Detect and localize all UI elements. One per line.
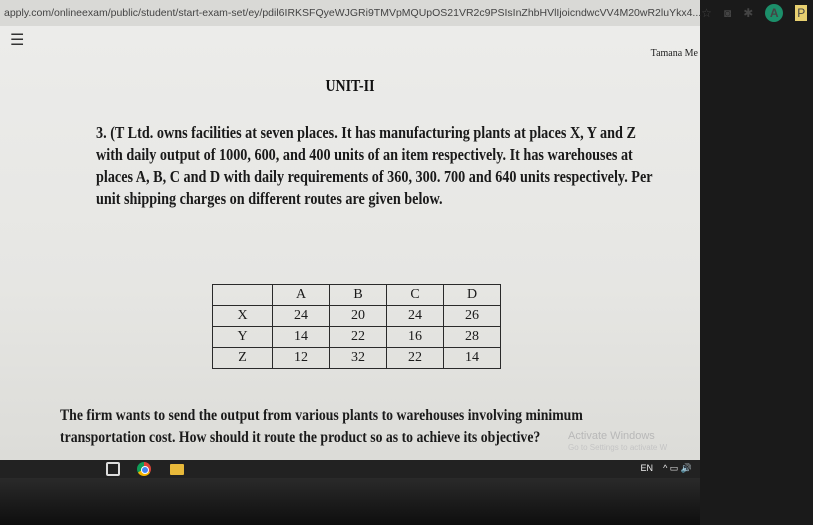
question-line: 3. (T Ltd. owns facilities at seven places. It has manufacturing plants at places X, Y and Z xyxy=(96,123,636,142)
column-header: D xyxy=(444,285,501,306)
screenshot-icon[interactable]: ◙ xyxy=(723,6,732,20)
system-tray xyxy=(641,463,692,474)
activate-windows-watermark xyxy=(568,430,667,454)
table-cell: 20 xyxy=(330,306,387,327)
table-row xyxy=(213,348,501,369)
followup-line: The firm wants to send the output from various plants to warehouses involving minimum xyxy=(60,407,583,424)
table-cell: 22 xyxy=(387,348,444,369)
table-row xyxy=(213,306,501,327)
page-header xyxy=(0,26,700,64)
shipping-cost-table xyxy=(212,284,501,369)
watermark-subtitle: Go to Settings to activate W xyxy=(568,443,668,452)
table-cell: 14 xyxy=(273,327,330,348)
table-row xyxy=(213,327,501,348)
table-cell: 14 xyxy=(444,348,501,369)
table-cell: 26 xyxy=(444,306,501,327)
exam-page xyxy=(0,26,700,460)
extension-icon[interactable]: ✱ xyxy=(743,6,754,20)
table-header-row xyxy=(213,285,501,306)
column-header: A xyxy=(273,285,330,306)
table-cell: 28 xyxy=(444,327,501,348)
question-text xyxy=(96,122,653,210)
table-cell: 12 xyxy=(273,348,330,369)
table-corner-cell xyxy=(213,285,273,306)
column-header: B xyxy=(330,285,387,306)
table-cell: 22 xyxy=(330,327,387,348)
unit-title: UNIT-II xyxy=(325,76,375,95)
user-name[interactable]: Tamana Me xyxy=(650,48,698,59)
table-cell: 32 xyxy=(330,348,387,369)
column-header: C xyxy=(387,285,444,306)
row-header: X xyxy=(213,306,273,327)
task-view-icon[interactable] xyxy=(106,462,120,476)
windows-taskbar xyxy=(0,460,700,478)
table-cell: 24 xyxy=(273,306,330,327)
language-indicator[interactable]: EN xyxy=(640,463,654,473)
row-header: Z xyxy=(213,348,273,369)
browser-address-bar[interactable] xyxy=(0,0,806,26)
profile-avatar[interactable]: A xyxy=(765,4,783,22)
question-line: places A, B, C and D with daily requirements of 360, 300. 700 and 640 units respectively. Per xyxy=(96,167,653,186)
menu-icon[interactable]: ☰ xyxy=(10,32,25,49)
url-text[interactable]: apply.com/onlineexam/public/student/start-exam-set/ey/pdil6IRKSFQyeWJGRi9TMVpMQUpOS21VR2c9PSIsInZhbHVlIjoicndwcVV4M20wR2luYkx4... xyxy=(4,7,702,19)
tray-icons[interactable]: ^ ▭ 🔊 xyxy=(663,463,692,473)
question-line: unit shipping charges on different routes are given below. xyxy=(96,189,443,208)
question-followup xyxy=(60,405,583,449)
table-cell: 16 xyxy=(387,327,444,348)
extension-badge[interactable]: P xyxy=(797,6,806,20)
table-cell: 24 xyxy=(387,306,444,327)
question-line: with daily output of 1000, 600, and 400 units of an item respectively. It has warehouses at xyxy=(96,145,633,164)
file-explorer-icon[interactable] xyxy=(170,464,184,475)
row-header: Y xyxy=(213,327,273,348)
followup-line: transportation cost. How should it route the product so as to achieve its objective? xyxy=(60,429,541,446)
address-bar-icons xyxy=(701,4,813,22)
watermark-title: Activate Windows xyxy=(568,430,655,442)
chrome-icon[interactable] xyxy=(137,462,151,476)
monitor-bezel xyxy=(0,478,700,525)
bookmark-star-icon[interactable]: ☆ xyxy=(701,6,712,20)
